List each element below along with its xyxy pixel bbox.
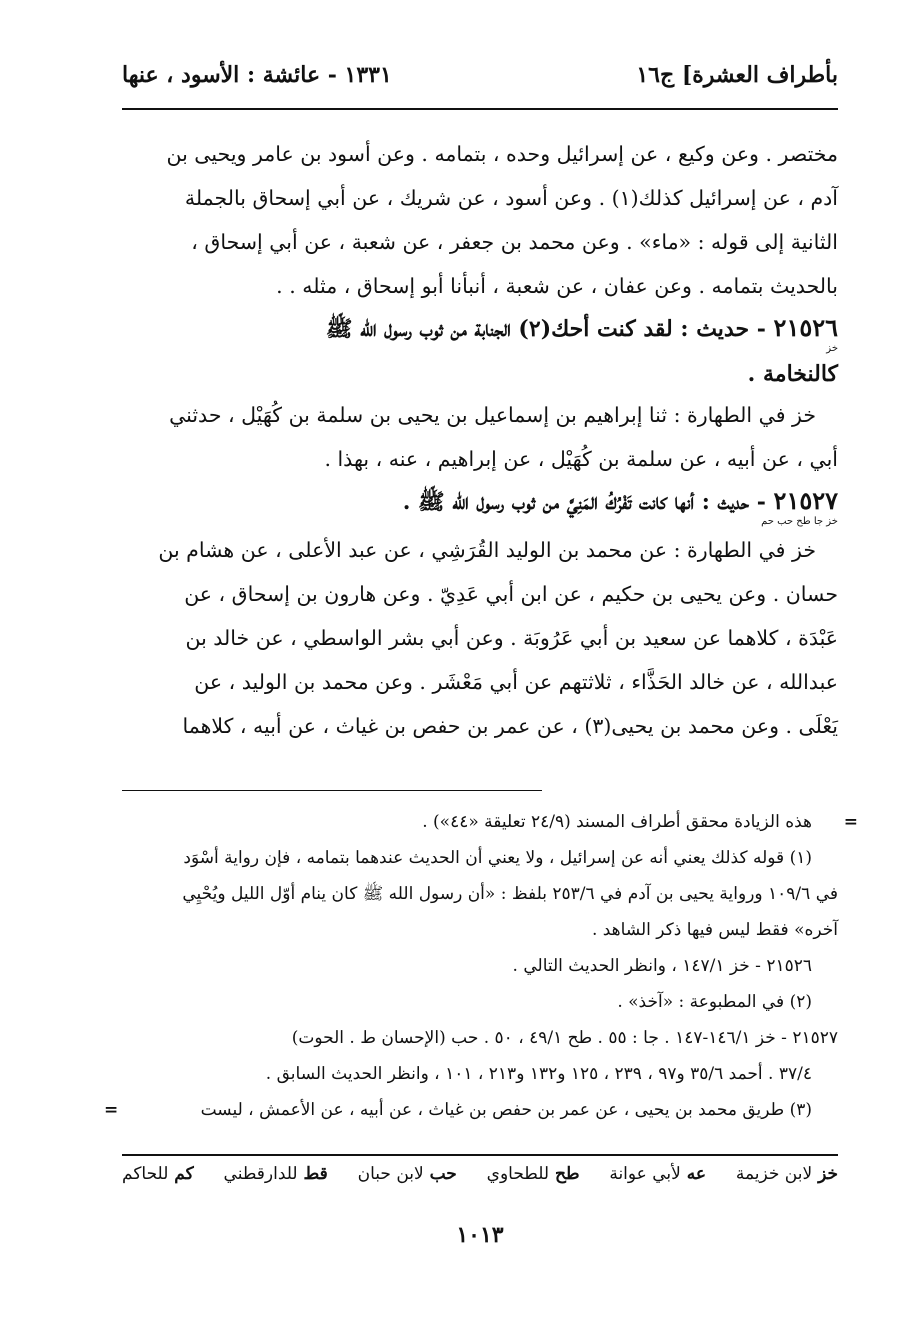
text-line: أبي ، عن أبيه ، عن سلمة بن كُهَيْل ، عن إبراهيم ، عنه ، بهذا . bbox=[324, 447, 838, 471]
running-header bbox=[122, 62, 838, 102]
footnote-text: (٣) طريق محمد بن يحيى ، عن عمر بن حفص بن غياث ، عن أبيه ، عن الأعمش ، ليست bbox=[200, 1100, 812, 1120]
text-line: آدم ، عن إسرائيل كذلك(١) . وعن أسود ، عن شريك ، عن أبي إسحاق بالجملة bbox=[184, 186, 838, 210]
footnote-rule bbox=[122, 790, 542, 791]
footnote-line: ٣٧/٤ . أحمد ٣٥/٦ و٩٧ ، ٢٣٩ ، ١٢٥ و١٣٢ و٢١٣ ، ١٠١ ، وانظر الحديث السابق . bbox=[265, 1064, 812, 1084]
footnote-line: آخره» فقط ليس فيها ذكر الشاهد . bbox=[591, 920, 838, 940]
text-line: بالحديث بتمامه . وعن عفان ، عن شعبة ، أنبأنا أبو إسحاق ، مثله . . bbox=[276, 274, 838, 298]
abbreviation-item: قط للدارقطني bbox=[223, 1164, 328, 1184]
footnote-line: (٢) في المطبوعة : «آخذ» . bbox=[617, 992, 812, 1012]
footnote-carryover bbox=[122, 804, 858, 840]
book-page bbox=[104, 52, 858, 1302]
hadith-sources: خز جا طح حب حم bbox=[761, 516, 838, 527]
text-line: الثانية إلى قوله : «ماء» . وعن محمد بن جعفر ، عن شعبة ، عن أبي إسحاق ، bbox=[191, 230, 838, 254]
footnote-line: ٢١٥٢٧ - خز ١٤٦/١-١٤٧ . جا : ٥٥ . طح ٤٩/١ ، ٥٠ . حب (الإحسان ط . الحوت) bbox=[291, 1028, 838, 1048]
footnote-text: هذه الزيادة محقق أطراف المسند (٢٤/٩ تعليقة «٤٤») . bbox=[422, 812, 812, 832]
footnote-line: في ١٠٩/٦ ورواية يحيى بن آدم في ٢٥٣/٦ بلفظ : «أن رسول الله ﷺ كان ينام أوّل الليل ويُحْيِي bbox=[182, 884, 838, 904]
footnote-line bbox=[104, 1092, 838, 1128]
text-line: عَبْدَة ، كلاهما عن سعيد بن أبي عَرُوبَة . وعن أبي بشر الواسطي ، عن خالد بن bbox=[185, 626, 838, 650]
text-line: مختصر . وعن وكيع ، عن إسرائيل وحده ، بتمامه . وعن أسود بن عامر ويحيى بن bbox=[166, 142, 838, 166]
hadith-title: - حديث : أنها كانت تَفْرُكُ المَنِيَّ من ثوب رسول الله ﷺ . bbox=[402, 489, 766, 515]
text-line: يَعْلَى . وعن محمد بن يحيى(٣) ، عن عمر بن حفص بن غياث ، عن أبيه ، كلاهما bbox=[182, 714, 838, 738]
abbreviation-item: طح للطحاوي bbox=[486, 1164, 580, 1184]
continuation-mark: = bbox=[104, 1100, 119, 1120]
main-text bbox=[122, 132, 838, 748]
footnotes bbox=[104, 804, 858, 1128]
hadith-number: ٢١٥٢٧ bbox=[773, 486, 838, 515]
text-line: حسان . وعن يحيى بن حكيم ، عن ابن أبي عَدِيّ . وعن هارون بن إسحاق ، عن bbox=[184, 582, 838, 606]
header-rule bbox=[122, 108, 838, 110]
abbreviation-item: كم للحاكم bbox=[122, 1164, 194, 1184]
hadith-title-continued: كالنخامة . bbox=[747, 361, 838, 387]
footnote-line: ٢١٥٢٦ - خز ١٤٧/١ ، وانظر الحديث التالي . bbox=[512, 956, 812, 976]
abbreviation-item: عه لأبي عوانة bbox=[609, 1164, 707, 1184]
hadith-heading bbox=[122, 481, 838, 528]
abbreviations-legend bbox=[122, 1164, 838, 1184]
header-section: ١٣٣١ - عائشة : الأسود ، عنها bbox=[122, 62, 392, 88]
footnote-line: (١) قوله كذلك يعني أنه عن إسرائيل ، ولا يعني أن الحديث عندهما بتمامه ، فإن رواية أسْوَد bbox=[183, 848, 812, 868]
hadith-heading bbox=[122, 308, 838, 355]
abbreviations-rule bbox=[122, 1154, 838, 1156]
header-volume: بأطراف العشرة] ج١٦ bbox=[636, 62, 838, 88]
text-line: عبدالله ، عن خالد الحَذَّاء ، ثلاثتهم عن أبي مَعْشَر . وعن محمد بن الوليد ، عن bbox=[194, 670, 838, 694]
hadith-number: ٢١٥٢٦ bbox=[773, 313, 838, 342]
continuation-mark: = bbox=[843, 812, 858, 832]
abbreviation-item: حب لابن حبان bbox=[357, 1164, 457, 1184]
hadith-sources: خز bbox=[826, 343, 838, 354]
abbreviation-item: خز لابن خزيمة bbox=[735, 1164, 838, 1184]
hadith-title: - حديث : لقد كنت أحك(٢) الجنابة من ثوب رسول الله ﷺ bbox=[325, 316, 766, 342]
text-line: خز في الطهارة : ثنا إبراهيم بن إسماعيل بن يحيى بن سلمة بن كُهَيْل ، حدثني bbox=[169, 403, 816, 427]
page-number: ١٠١٣ bbox=[456, 1222, 504, 1248]
text-line: خز في الطهارة : عن محمد بن الوليد القُرَشِي ، عن عبد الأعلى ، عن هشام بن bbox=[158, 538, 816, 562]
